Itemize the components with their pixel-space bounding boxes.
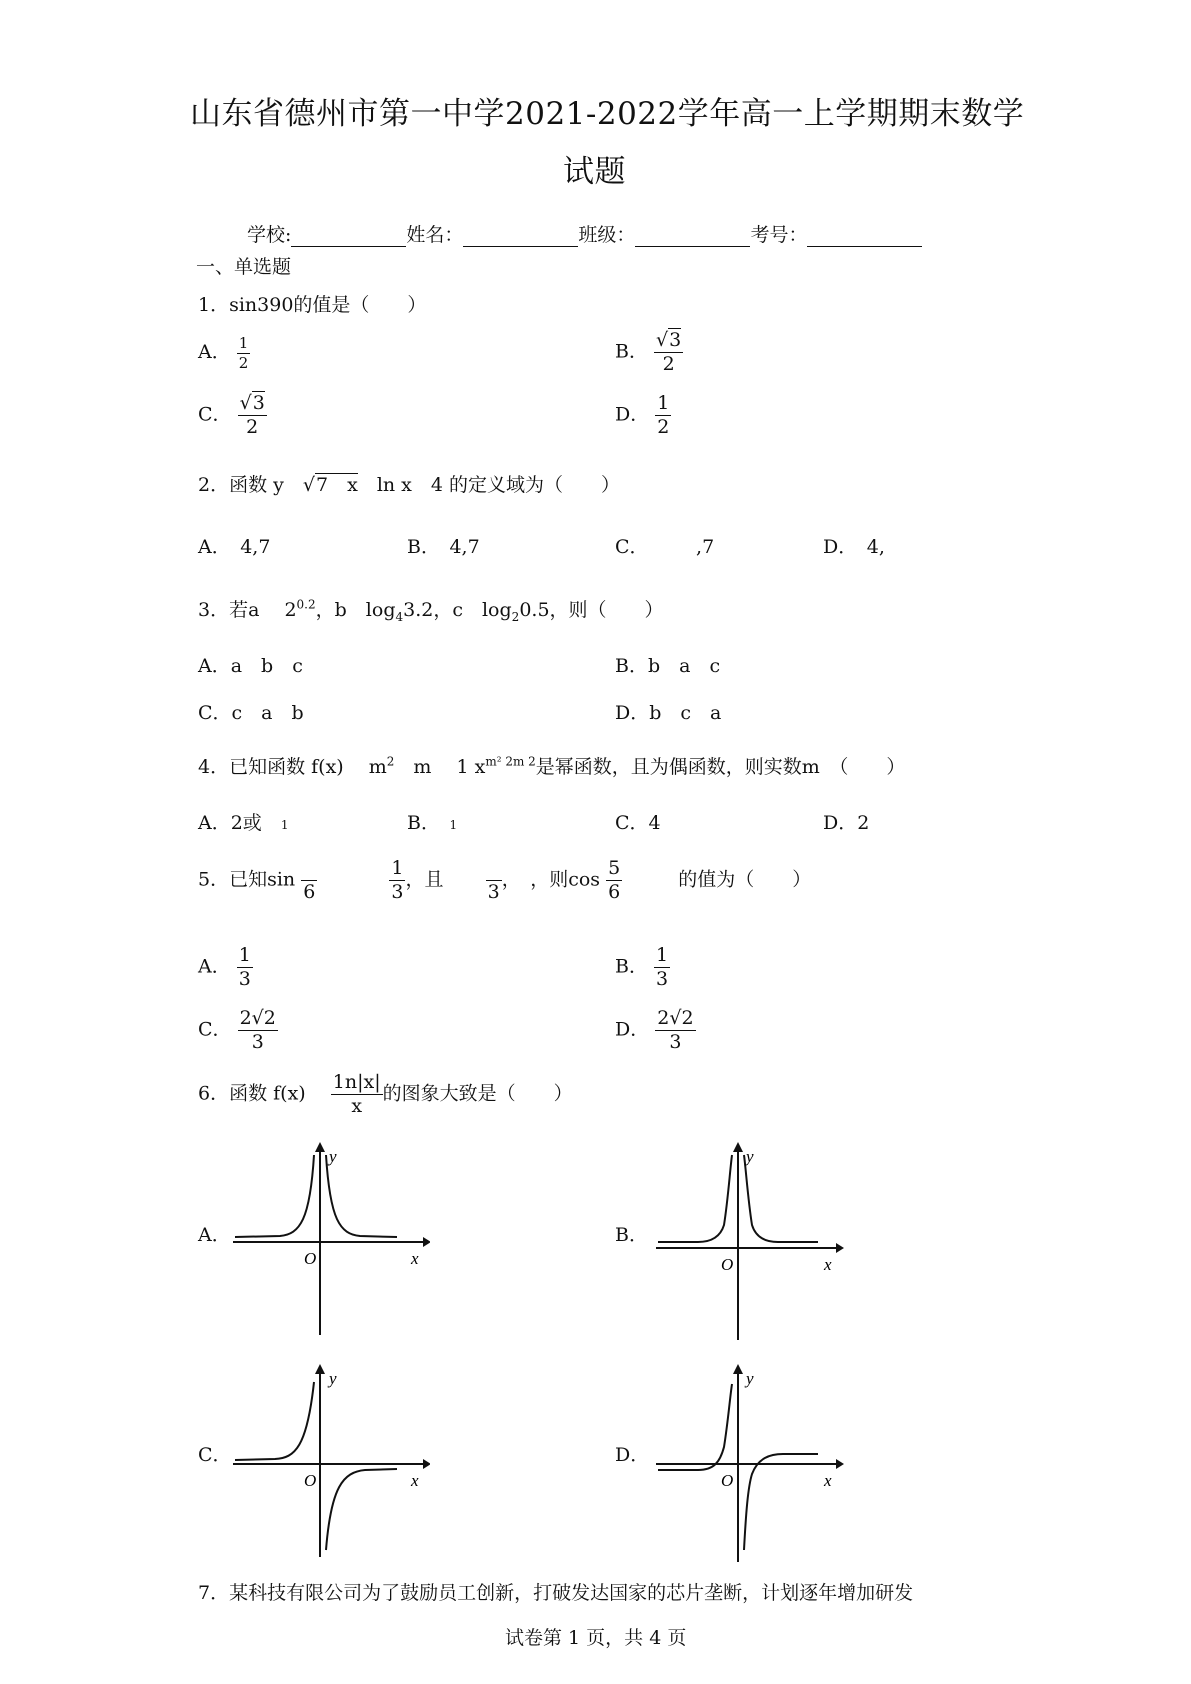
numerator: 2√2 bbox=[657, 1007, 694, 1029]
x-axis-arrow-icon bbox=[423, 1459, 430, 1469]
q5-option-c bbox=[198, 1008, 278, 1053]
fraction bbox=[238, 1008, 278, 1053]
question-5-stem bbox=[198, 858, 811, 903]
fraction bbox=[655, 1008, 695, 1053]
log-base: 4 bbox=[395, 609, 404, 624]
q3-option-c: C．c a b bbox=[198, 702, 304, 724]
fraction bbox=[238, 393, 267, 438]
q1-option-c bbox=[198, 393, 267, 438]
stem-part: 的图象大致是（ ） bbox=[382, 1082, 573, 1105]
option-label: D． bbox=[615, 1018, 650, 1041]
denominator: 3 bbox=[487, 880, 500, 903]
option-value: 1 bbox=[280, 818, 289, 832]
x-label: x bbox=[824, 1255, 832, 1274]
option-label: C． bbox=[198, 1018, 232, 1041]
radicand: 3 bbox=[669, 329, 682, 351]
x-axis-arrow-icon bbox=[836, 1243, 844, 1253]
denominator: 3 bbox=[251, 1030, 264, 1053]
exponent: 2 bbox=[386, 754, 395, 769]
origin-label: O bbox=[721, 1255, 734, 1274]
variable-m: m bbox=[801, 756, 820, 778]
denominator: 3 bbox=[391, 880, 404, 903]
fraction bbox=[486, 858, 502, 903]
info-line bbox=[247, 220, 922, 247]
option-label: D． bbox=[615, 403, 650, 426]
y-label: y bbox=[746, 1369, 754, 1388]
stem-part: 5．已知sin bbox=[198, 868, 296, 891]
class-label: 班级： bbox=[578, 224, 636, 246]
curve-right bbox=[744, 1155, 818, 1242]
x-label: x bbox=[824, 1471, 832, 1490]
fraction bbox=[606, 858, 622, 903]
y-label: y bbox=[329, 1369, 337, 1388]
stem-part: ，b log bbox=[315, 599, 396, 621]
stem-part: 6．函数 f(x) bbox=[198, 1082, 306, 1105]
question-7-stem: 7．某科技有限公司为了鼓励员工创新，打破发达国家的芯片垄断，计划逐年增加研发 bbox=[198, 1582, 914, 1604]
x-label: x bbox=[411, 1249, 419, 1268]
exponent: m² 2m 2 bbox=[485, 754, 536, 769]
numerator: √3 bbox=[656, 329, 682, 351]
name-label: 姓名： bbox=[406, 224, 464, 246]
exponent: 0.2 bbox=[296, 597, 316, 612]
graph-a bbox=[225, 1140, 430, 1340]
denominator: 2 bbox=[662, 352, 675, 375]
numerator: 1 bbox=[657, 392, 670, 414]
origin-label: O bbox=[304, 1471, 317, 1490]
numerator: √3 bbox=[239, 392, 265, 414]
y-axis-arrow-icon bbox=[733, 1142, 743, 1152]
q3-option-b: B．b a c bbox=[615, 655, 721, 677]
curve-left bbox=[235, 1382, 314, 1460]
question-2-stem: 2．函数 y √7 x ln x 4 的定义域为（ ） bbox=[198, 474, 621, 496]
numerator bbox=[486, 858, 502, 881]
number-field[interactable] bbox=[807, 228, 922, 247]
curve-left bbox=[658, 1155, 732, 1242]
fraction bbox=[301, 858, 317, 903]
y-label: y bbox=[329, 1147, 337, 1166]
y-axis-arrow-icon bbox=[315, 1142, 325, 1152]
q4-option-c: C．4 bbox=[615, 812, 661, 834]
denominator: 3 bbox=[238, 967, 251, 990]
stem-part: 0.5，则（ ） bbox=[519, 599, 664, 621]
stem-part: ，且 bbox=[405, 868, 444, 891]
option-label: B． bbox=[407, 812, 431, 834]
stem-part: 是幂函数，且为偶函数，则实数 bbox=[535, 756, 802, 778]
page-footer: 试卷第 1 页，共 4 页 bbox=[505, 1627, 687, 1649]
curve-left bbox=[658, 1384, 732, 1470]
fraction bbox=[237, 945, 253, 990]
stem-part: ， ，则cos bbox=[501, 868, 601, 891]
denominator: 3 bbox=[669, 1030, 682, 1053]
numerator: 5 bbox=[608, 857, 621, 879]
graph-b bbox=[648, 1140, 853, 1340]
q2-option-d: D． 4, bbox=[823, 536, 885, 558]
page-title: 山东省德州市第一中学2021-2022学年高一上学期期末数学 bbox=[190, 96, 1025, 132]
numerator: 1 bbox=[391, 857, 404, 879]
option-label: B． bbox=[615, 340, 648, 363]
stem-part: 3．若a 2 bbox=[198, 599, 297, 621]
school-label: 学校: bbox=[247, 224, 292, 246]
q4-option-b bbox=[407, 808, 457, 835]
radicand: 7 x bbox=[315, 474, 358, 496]
numerator: 1 bbox=[238, 944, 251, 966]
school-field[interactable] bbox=[291, 228, 406, 247]
y-axis-arrow-icon bbox=[733, 1364, 743, 1374]
numerator: 1n|x| bbox=[332, 1071, 381, 1093]
q3-option-d: D．b c a bbox=[615, 702, 722, 724]
number-label: 考号： bbox=[750, 224, 808, 246]
x-label: x bbox=[411, 1471, 419, 1490]
q1-option-b bbox=[615, 330, 683, 375]
denominator: 6 bbox=[608, 880, 621, 903]
y-axis-arrow-icon bbox=[315, 1364, 325, 1374]
stem-part: 3.2，c log bbox=[403, 599, 512, 621]
x-axis-arrow-icon bbox=[836, 1459, 844, 1469]
q6-option-c-label: C． bbox=[198, 1444, 232, 1466]
denominator: 2 bbox=[657, 415, 670, 438]
q5-option-d bbox=[615, 1008, 696, 1053]
option-label: B． bbox=[615, 955, 648, 978]
q2-option-b: B． 4,7 bbox=[407, 536, 480, 558]
q5-option-b bbox=[615, 945, 670, 990]
denominator: 2 bbox=[238, 353, 249, 372]
y-label: y bbox=[746, 1147, 754, 1166]
question-1-stem: 1．sin390的值是（ ） bbox=[198, 294, 427, 316]
stem-part: 2．函数 y bbox=[198, 474, 284, 496]
denominator: 2 bbox=[246, 415, 259, 438]
q4-option-a bbox=[198, 808, 288, 835]
fraction bbox=[331, 1072, 383, 1117]
class-field[interactable] bbox=[635, 228, 750, 247]
origin-label: O bbox=[721, 1471, 734, 1490]
section-heading: 一、单选题 bbox=[196, 256, 292, 278]
option-label: A． bbox=[198, 341, 231, 363]
stem-part: （ ） bbox=[838, 756, 906, 778]
numerator: 2√2 bbox=[239, 1007, 276, 1029]
q1-option-d bbox=[615, 393, 671, 438]
graph-d bbox=[648, 1362, 853, 1562]
option-label: A．2或 bbox=[198, 812, 262, 834]
question-4-stem bbox=[198, 752, 905, 779]
stem-part: m 1 x bbox=[394, 756, 486, 778]
stem-part: 的值为（ ） bbox=[678, 868, 812, 891]
page-title-line2: 试题 bbox=[563, 154, 626, 190]
numerator bbox=[301, 858, 317, 881]
denominator: 6 bbox=[303, 880, 316, 903]
fraction bbox=[654, 945, 670, 990]
fraction bbox=[237, 335, 251, 371]
stem-part: 4．已知函数 f(x) m bbox=[198, 756, 387, 778]
fraction bbox=[389, 858, 405, 903]
q3-option-a: A．a b c bbox=[198, 655, 303, 677]
denominator: 3 bbox=[656, 967, 669, 990]
curve-right bbox=[326, 1469, 397, 1550]
q6-option-a-label: A． bbox=[198, 1224, 231, 1246]
q2-option-c: C． ,7 bbox=[615, 536, 715, 558]
name-field[interactable] bbox=[463, 228, 578, 247]
q5-option-a bbox=[198, 945, 253, 990]
q6-option-b-label: B． bbox=[615, 1224, 648, 1246]
option-label: C． bbox=[198, 403, 232, 426]
curve-left bbox=[235, 1155, 314, 1237]
radicand: 3 bbox=[252, 392, 265, 414]
x-axis-arrow-icon bbox=[423, 1237, 430, 1247]
q6-option-d-label: D． bbox=[615, 1444, 650, 1466]
curve-right bbox=[326, 1155, 397, 1237]
option-label: A． bbox=[198, 955, 231, 978]
curve-right bbox=[744, 1454, 818, 1550]
fraction bbox=[655, 393, 671, 438]
graph-c bbox=[225, 1362, 430, 1562]
stem-part: ln x 4 的定义域为（ ） bbox=[376, 474, 621, 496]
fraction bbox=[654, 330, 683, 375]
question-6-stem bbox=[198, 1072, 573, 1117]
denominator: x bbox=[351, 1094, 363, 1117]
q4-option-d: D．2 bbox=[823, 812, 870, 834]
numerator: 1 bbox=[656, 944, 669, 966]
option-value: 1 bbox=[449, 818, 458, 832]
q2-option-a: A． 4,7 bbox=[198, 536, 271, 558]
numerator: 1 bbox=[238, 334, 249, 352]
log-base: 2 bbox=[511, 609, 520, 624]
q1-option-a bbox=[198, 335, 250, 371]
origin-label: O bbox=[304, 1249, 317, 1268]
question-3-stem bbox=[198, 595, 664, 624]
